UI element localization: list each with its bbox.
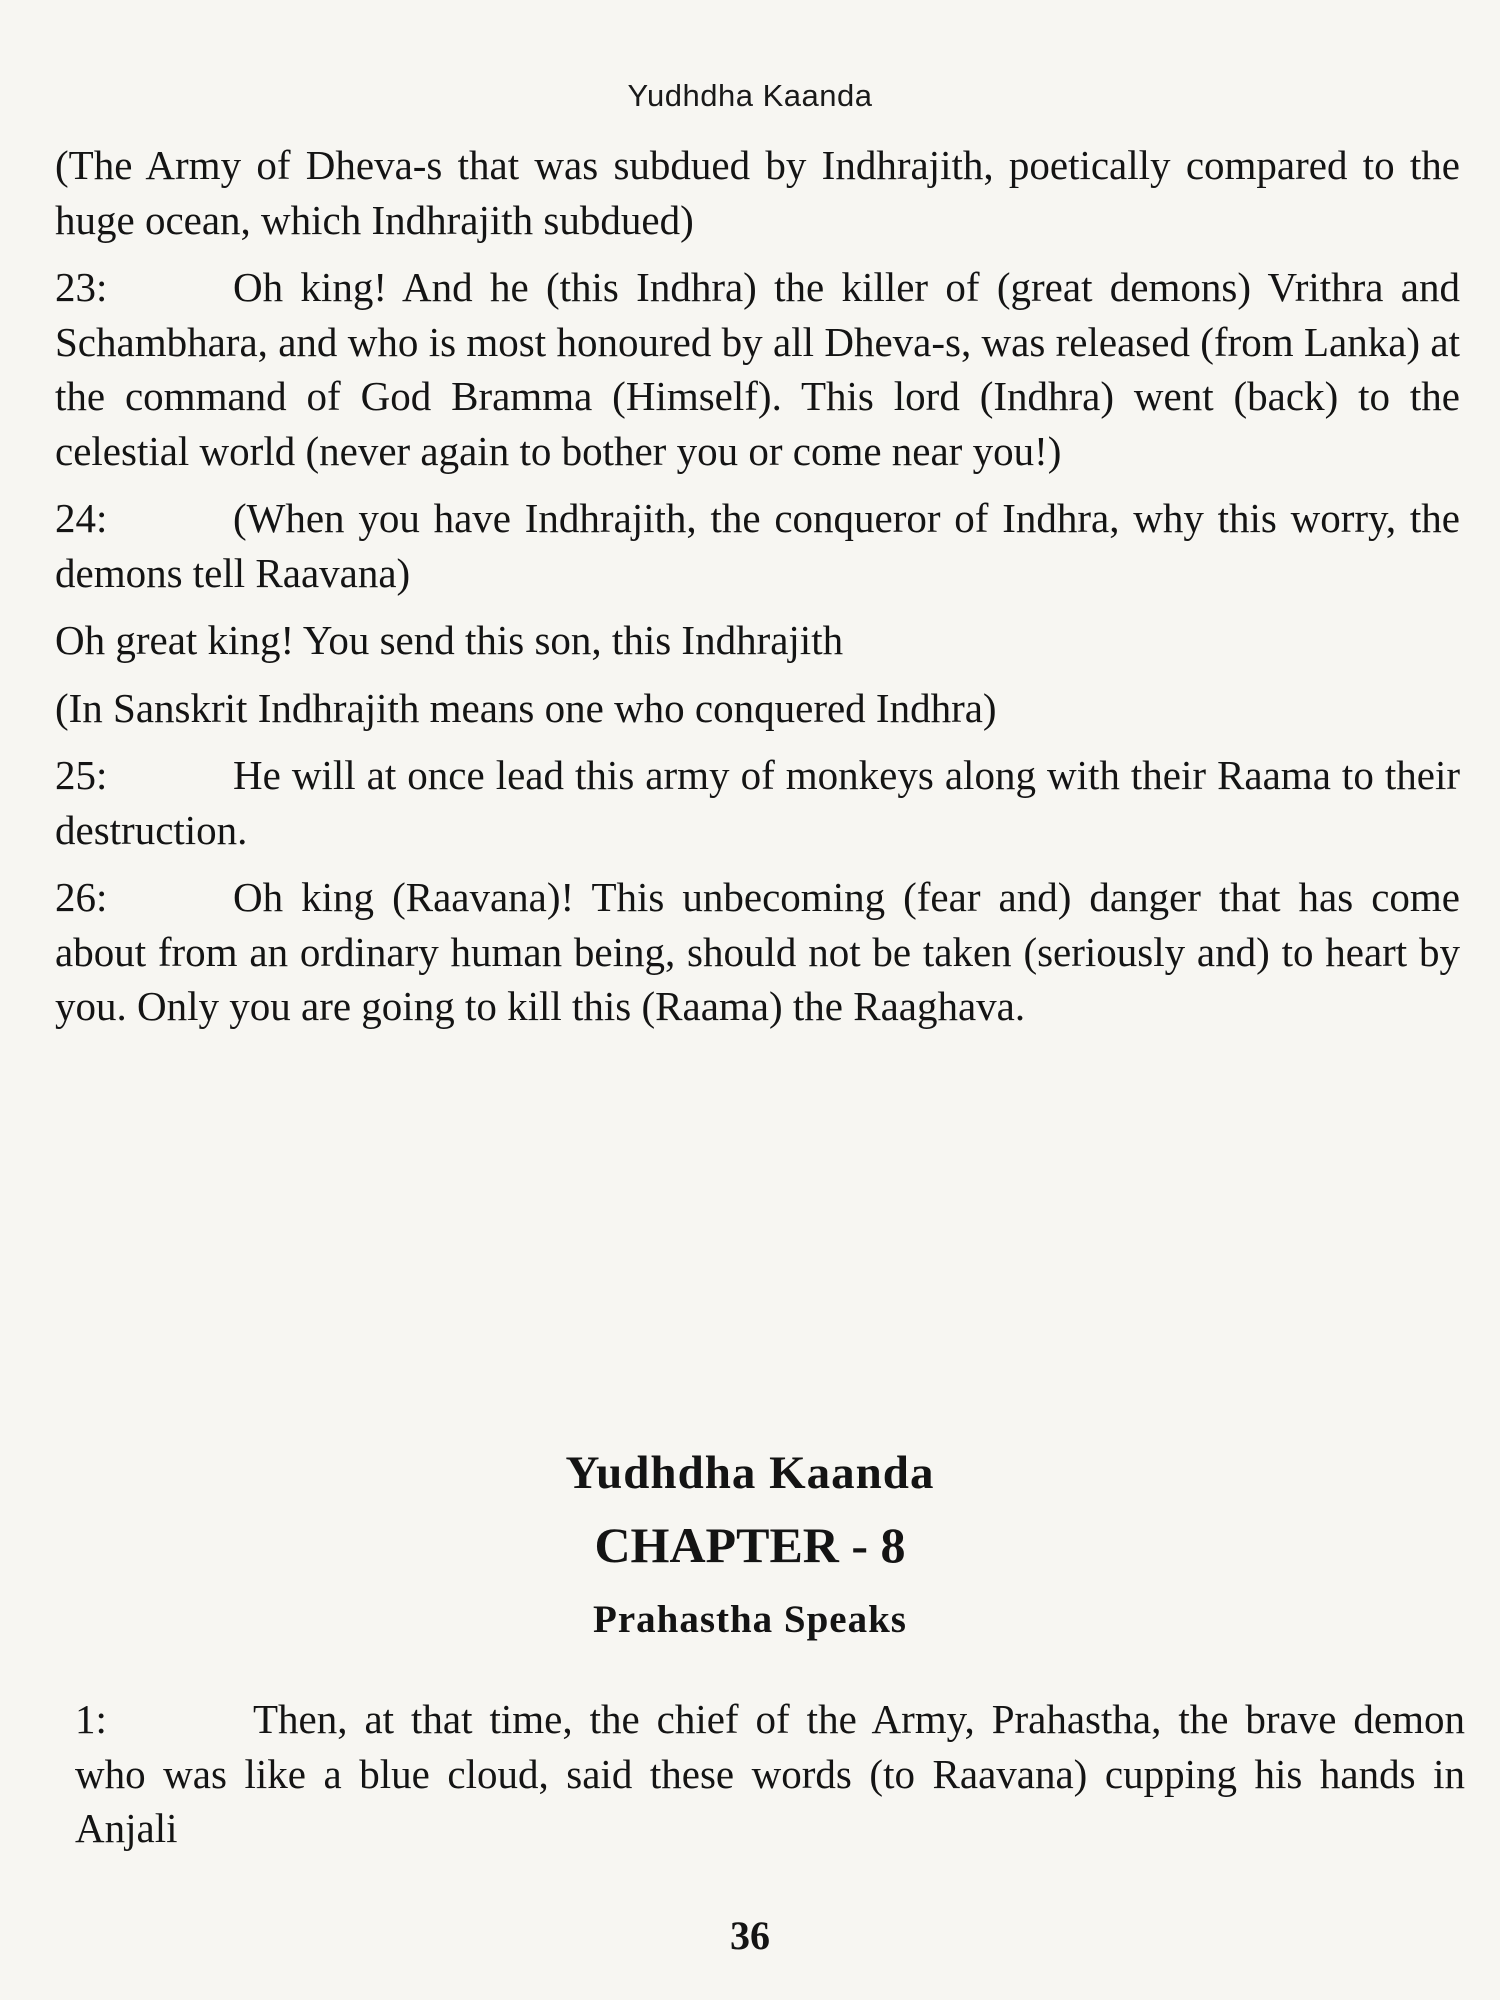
paragraph [55,138,1460,247]
page-number: 36 [730,1913,770,1958]
verse-text: Oh king (Raavana)! This unbecoming (fear and) danger that has come about from an ordinary human being, should not be taken (seriously and) to heart by you. Only you are going to kill this (Raama) the Raaghava. [55,874,1460,1029]
verse-text: He will at once lead this army of monkeys along with their Raama to their destruction. [55,752,1460,853]
kanda-title: Yudhdha Kaanda [565,1447,935,1499]
chapter-headings [0,1442,1500,1648]
paragraph-text: Oh great king! You send this son, this Indhrajith [55,617,844,663]
running-head: Yudhdha Kaanda [627,78,873,113]
paragraph [55,681,1460,736]
verse-number: 23: [55,264,108,310]
paragraph-text: (In Sanskrit Indhrajith means one who conquered Indhra) [55,684,997,731]
verse-24 [55,491,1460,600]
verse-26 [55,870,1460,1034]
body-text [55,138,1460,1034]
verse-23 [55,260,1460,478]
verse-number: 24: [55,495,108,541]
verse-number: 26: [55,874,108,920]
paragraph-text: (The Army of Dheva-s that was subdued by Indhrajith, poetically compared to the huge ocean, which Indhrajith subdued) [55,142,1460,243]
paragraph [55,613,1460,668]
verse-number: 25: [55,752,108,798]
chapter-body-text [75,1692,1465,1856]
section-title: Prahastha Speaks [593,1598,907,1641]
verse-number: 1: [75,1696,107,1742]
verse-text: Then, at that time, the chief of the Army, Prahastha, the brave demon who was like a blue cloud, said these words (to Raavana) cupping his hands in Anjali [75,1696,1465,1851]
verse-25 [55,748,1460,857]
chapter-title: CHAPTER - 8 [594,1517,906,1573]
verse-1 [75,1692,1465,1856]
verse-text: (When you have Indhrajith, the conqueror of Indhra, why this worry, the demons tell Raavana) [55,495,1460,596]
verse-text: Oh king! And he (this Indhra) the killer of (great demons) Vrithra and Schambhara, and who is most honoured by all Dheva-s, was released (from Lanka) at the command of God Bramma (Himself). This lord (Indhra) went (back) to the celestial world (never again to bother you or come near you!) [55,264,1460,474]
